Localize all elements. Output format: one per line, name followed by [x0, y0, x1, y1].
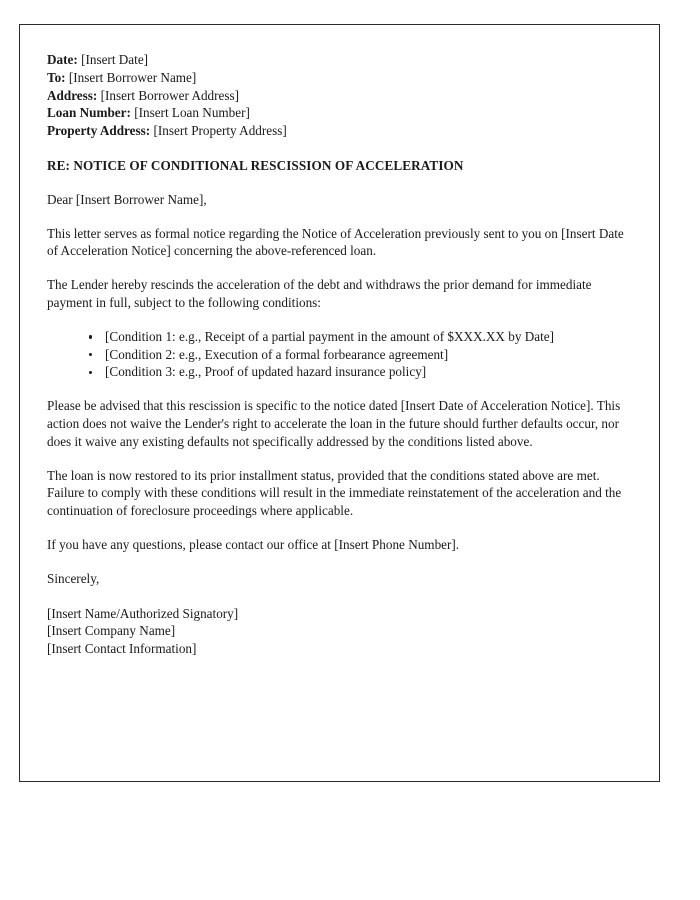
recipient-block — [47, 69, 625, 140]
recipient-to-value: [Insert Borrower Name] — [68, 69, 197, 85]
signature-block — [47, 605, 625, 658]
body-paragraph-5: If you have any questions, please contact our office at [Insert Phone Number]. — [47, 536, 460, 552]
condition-text: [Condition 3: e.g., Proof of updated hazard insurance policy] — [105, 364, 427, 380]
property-address-line — [47, 122, 625, 140]
letter-document-frame — [19, 24, 660, 782]
list-item — [89, 346, 629, 364]
contact-information-line: [Insert Contact Information] — [47, 641, 197, 657]
company-name-line: [Insert Company Name] — [47, 623, 176, 639]
recipient-to-line — [47, 69, 625, 87]
bullet-icon — [89, 353, 92, 356]
date-line — [47, 51, 625, 69]
body-paragraph-3: Please be advised that this rescission is specific to the notice dated [Insert Date of Acceleration Notice]. This action does not waive the Lender's right to accelerate the loan in the future should further defaults occur, nor does it waive any existing defaults not specifically addressed by the conditions listed above. — [47, 398, 621, 449]
date-value: [Insert Date] — [81, 52, 149, 67]
salutation: Dear [Insert Borrower Name], — [47, 191, 207, 207]
property-address-value: [Insert Property Address] — [153, 123, 287, 139]
condition-text: [Condition 1: e.g., Receipt of a partial payment in the amount of $XXX.XX by Date] — [105, 328, 554, 344]
list-item — [89, 328, 629, 346]
signatory-name-line: [Insert Name/Authorized Signatory] — [47, 605, 239, 621]
condition-text: [Condition 2: e.g., Execution of a formal forbearance agreement] — [105, 346, 449, 362]
conditions-list — [47, 328, 629, 381]
list-item — [89, 363, 629, 381]
date-label: Date: — [47, 52, 78, 67]
recipient-address-value: [Insert Borrower Address] — [100, 87, 240, 103]
body-paragraph-4: The loan is now restored to its prior installment status, provided that the conditions stated above are met. Failure to comply with these conditions will result in the immediate reinstatement of the acceleration and the continuation of foreclosure proceedings where applicable. — [47, 467, 622, 519]
subject-heading: RE: NOTICE OF CONDITIONAL RESCISSION OF ACCELERATION — [47, 157, 464, 173]
letter-content — [20, 25, 659, 658]
body-paragraph-2: The Lender hereby rescinds the acceleration of the debt and withdraws the prior demand for immediate payment in full, subject to the following conditions: — [47, 277, 592, 310]
bullet-icon — [89, 335, 92, 338]
property-address-label: Property Address: — [47, 123, 151, 139]
bullet-icon — [89, 371, 92, 374]
body-paragraph-1: This letter serves as formal notice regarding the Notice of Acceleration previously sent to you on [Insert Date of Acceleration Notice] concerning the above-referenced loan. — [47, 225, 624, 259]
recipient-address-line — [47, 87, 625, 105]
loan-number-value: [Insert Loan Number] — [134, 105, 250, 121]
loan-number-line — [47, 104, 625, 122]
recipient-address-label: Address: — [47, 87, 98, 103]
loan-number-label: Loan Number: — [47, 105, 131, 121]
closing-line: Sincerely, — [47, 570, 100, 586]
recipient-to-label: To: — [47, 69, 66, 85]
